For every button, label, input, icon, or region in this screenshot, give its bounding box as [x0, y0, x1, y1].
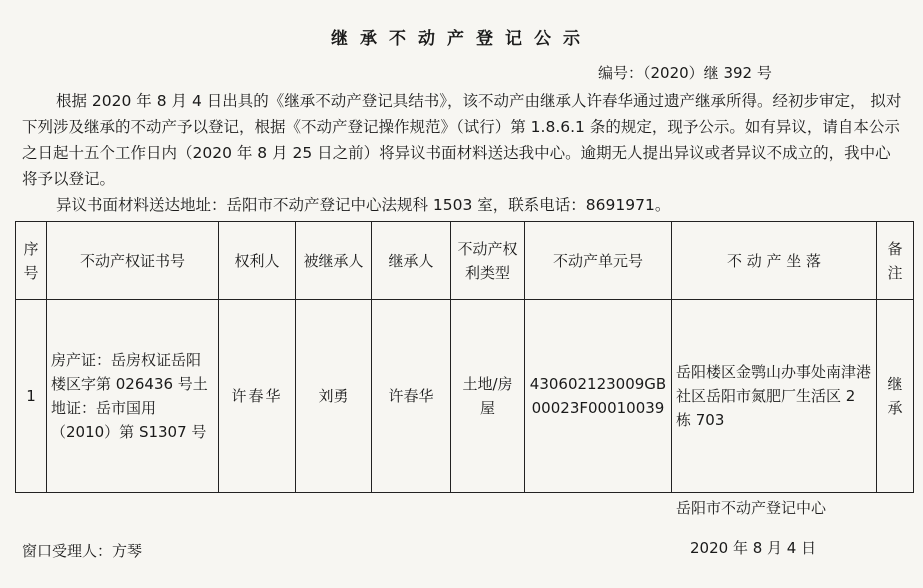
document-title: 继承不动产登记公示	[331, 29, 592, 49]
header-unit-no: 不动产单元号	[525, 222, 672, 300]
cell-cert-no: 房产证：岳房权证岳阳楼区字第 026436 号土地证：岳市国用（2010）第 S1307 号	[47, 300, 219, 493]
issuer-name: 岳阳市不动产登记中心	[676, 499, 827, 517]
cell-decedent: 刘勇	[296, 300, 372, 493]
header-location: 不 动 产 坐 落	[672, 222, 877, 300]
header-heir: 继承人	[372, 222, 451, 300]
cell-unit-no: 430602123009GB00023F00010039	[525, 300, 672, 493]
issue-date: 2020 年 8 月 4 日	[690, 539, 817, 557]
table-row	[16, 300, 914, 493]
document-number: 编号：（2020）继 392 号	[598, 64, 772, 82]
cell-seq: 1	[16, 300, 47, 493]
header-decedent: 被继承人	[296, 222, 372, 300]
table-header-row	[16, 222, 914, 300]
cell-right-holder: 许春华	[219, 300, 296, 493]
cell-location: 岳阳楼区金鹗山办事处南津港社区岳阳市氮肥厂生活区 2 栋 703	[672, 300, 877, 493]
notice-paragraph: 根据 2020 年 8 月 4 日出具的《继承不动产登记具结书》，该不动产由继承人许春华通过遗产继承所得。经初步审定， 拟对下列涉及继承的不动产予以登记，根据《不动产登记操作规范》（试行）第 1.8.6.1 条的规定，现予公示。如有异议，请自本公示之日起十五个工作日内（2020 年 8 月 25 日之前）将异议书面材料送达我中心。逾期无人提出异议或者异议不成立的，我中心将予以登记。	[22, 92, 902, 188]
header-remark: 备注	[877, 222, 914, 300]
cell-heir: 许春华	[372, 300, 451, 493]
window-handler: 窗口受理人：方琴	[22, 542, 143, 560]
header-right-holder: 权利人	[219, 222, 296, 300]
header-seq: 序号	[16, 222, 47, 300]
registration-table	[15, 221, 914, 493]
header-right-type: 不动产权利类型	[451, 222, 525, 300]
cell-right-type: 土地/房屋	[451, 300, 525, 493]
header-cert-no: 不动产权证书号	[47, 222, 219, 300]
objection-address-paragraph: 异议书面材料送达地址：岳阳市不动产登记中心法规科 1503 室，联系电话：8691971。	[56, 196, 671, 214]
cell-remark: 继承	[877, 300, 914, 493]
